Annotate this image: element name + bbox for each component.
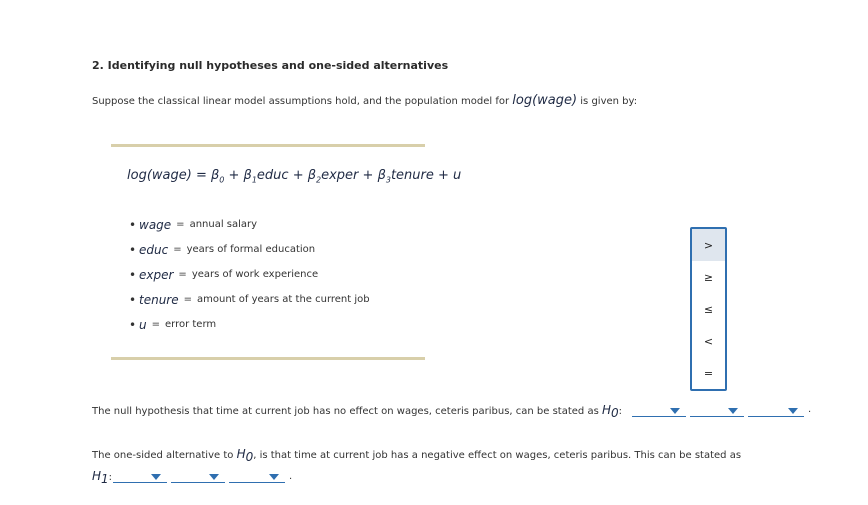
option-less-than[interactable]: < [703,334,714,348]
definition-item: • wage = annual salary [129,217,258,232]
definition-description: years of work experience [191,269,319,280]
definition-variable: exper [139,267,174,282]
definition-item: • educ = years of formal education [129,242,316,257]
definition-variable: wage [139,217,172,232]
section-title: 2. Identifying null hypotheses and one-sided alternatives [92,59,449,72]
definition-description: error term [165,319,217,330]
h1-dropdown-1[interactable] [113,470,167,483]
operator-dropdown-menu[interactable] [690,227,727,391]
chevron-down-icon [788,408,798,414]
chevron-down-icon [269,474,279,480]
chevron-down-icon [151,474,161,480]
chevron-down-icon [670,408,680,414]
intro-before: Suppose the classical linear model assumptions hold, and the population model for [92,96,513,107]
intro-after: is given by: [577,96,638,107]
option-equal[interactable]: = [703,366,714,380]
h1-dropdown-2[interactable] [171,470,225,483]
definition-item: • tenure = amount of years at the current job [129,292,370,307]
definition-description: amount of years at the current job [197,294,370,305]
intro-text [92,93,637,108]
bottom-divider [111,357,425,360]
chevron-down-icon [728,408,738,414]
h1-period: . [289,471,293,482]
model-equation: log(wage) = $\beta_0$ + $\beta_1educ$ + $\beta_2exper$ + $\beta_3tenure + u$ [127,168,462,185]
definition-item: • exper = years of work experience [129,267,319,282]
option-greater-equal[interactable]: ≥ [703,270,714,284]
definition-variable: educ [139,242,169,257]
top-divider [111,144,425,147]
definition-description: years of formal education [186,244,316,255]
definition-variable: tenure [139,292,179,307]
definition-description: annual salary [189,219,258,230]
alternative-hypothesis-question: The one-sided alternative to $H_0$, is that time at current job has a negative effect on wages, ceteris paribus. This can be stated as [92,447,742,464]
definition-variable: u [139,317,147,332]
h1-dropdown-3[interactable] [229,470,285,483]
variable-definitions [129,212,370,337]
option-greater-than[interactable]: > [692,229,725,261]
intro-math: log(wage) [512,93,578,108]
option-less-equal[interactable]: ≤ [703,302,714,316]
h0-dropdown-2[interactable] [690,404,744,417]
chevron-down-icon [209,474,219,480]
h1-label: $H_1$: [92,469,113,486]
h0-dropdown-1[interactable] [632,404,686,417]
definition-item: • u = error term [129,317,217,332]
h0-dropdown-3[interactable] [748,404,804,417]
null-hypothesis-question: The null hypothesis that time at current job has no effect on wages, ceteris paribus, can be stated as $H_0$: [92,403,623,420]
h0-period: . [808,404,812,415]
